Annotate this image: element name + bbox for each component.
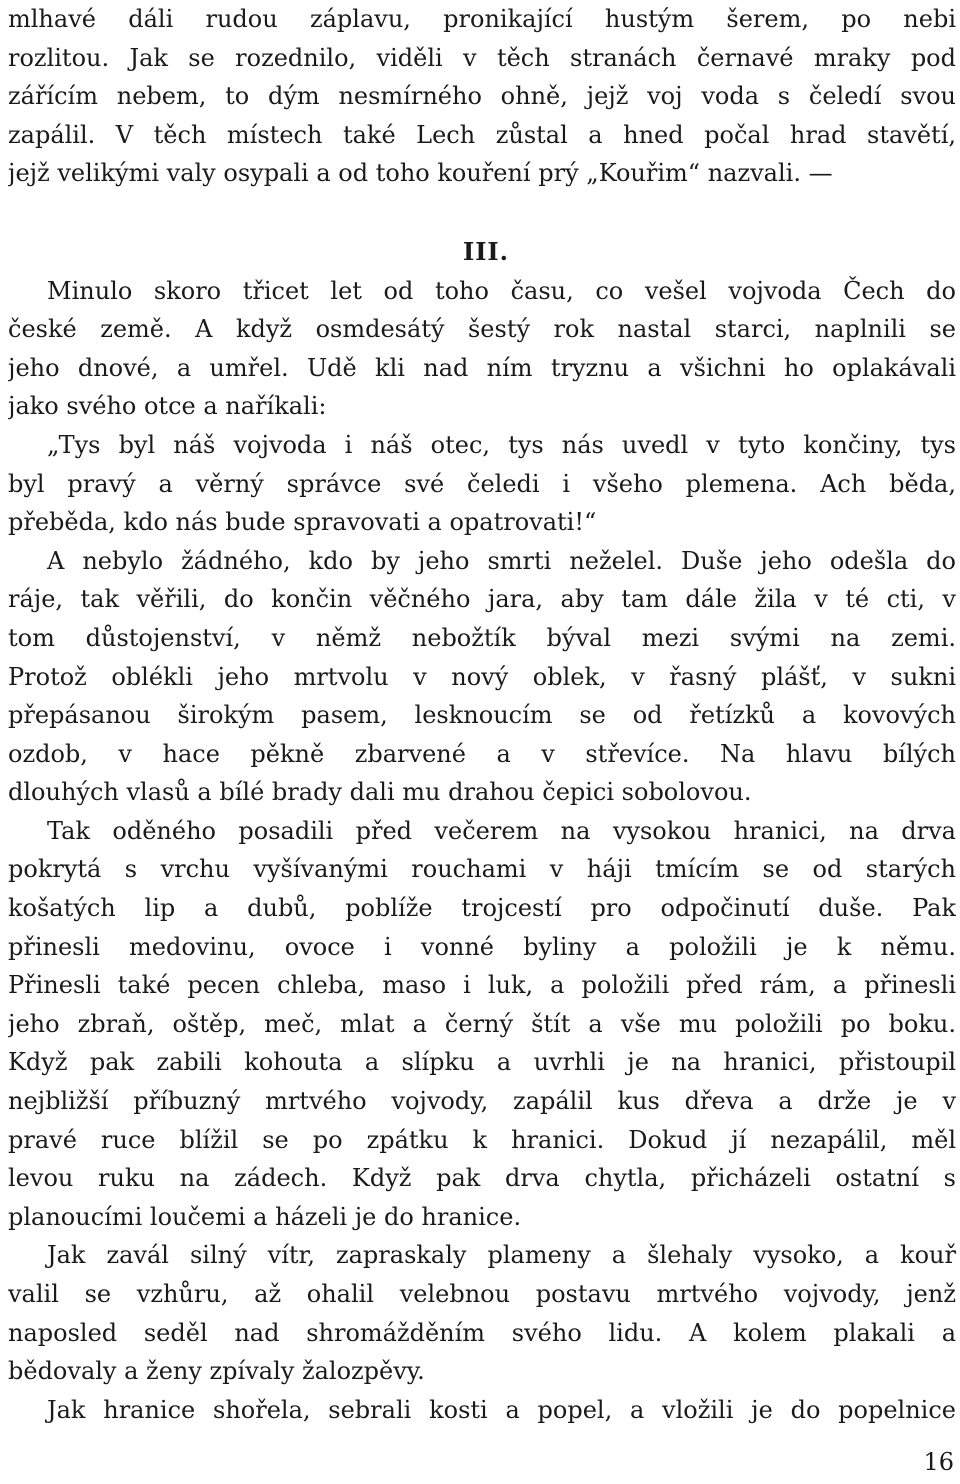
text-line: byl pravý a věrný správce své čeledi i všeho plemena. Ach běda, <box>8 469 956 498</box>
text-line: planoucími loučemi a házeli je do hranice. <box>8 1202 522 1231</box>
page-text <box>8 0 956 1429</box>
text-line: „Tys byl náš vojvoda i náš otec, tys nás uvedl v tyto končiny, tys <box>47 430 956 459</box>
text-line: přinesli medovinu, ovoce i vonné byliny a položili je k němu. <box>8 932 956 961</box>
text-line: naposled seděl nad shromážděním svého lidu. A kolem plakali a <box>8 1318 956 1347</box>
text-line: jejž velikými valy osypali a od toho kouření prý „Kouřim“ nazvali. — <box>8 159 833 188</box>
text-line: pravé ruce blížil se po zpátku k hranici. Dokud jí nezapálil, měl <box>8 1125 956 1154</box>
page-number: 16 <box>923 1448 954 1476</box>
text-line: levou ruku na zádech. Když pak drva chytla, přicházeli ostatní s <box>8 1164 956 1193</box>
text-line: Přinesli také pecen chleba, maso i luk, a položili před rám, a přinesli <box>8 971 956 1000</box>
text-line: přepásanou širokým pasem, lesknoucím se od řetízků a kovových <box>8 701 956 730</box>
text-line: Minulo skoro třicet let od toho času, co vešel vojvoda Čech do <box>47 276 956 305</box>
text-line: jako svého otce a naříkali: <box>8 392 327 421</box>
text-line: rozlitou. Jak se rozednilo, viděli v těch stranách černavé mraky pod <box>8 43 956 72</box>
text-line: bědovaly a ženy zpívaly žalozpěvy. <box>8 1357 425 1386</box>
text-line: A nebylo žádného, kdo by jeho smrti neželel. Duše jeho odešla do <box>47 546 956 575</box>
text-line: valil se vzhůru, až ohalil velebnou postavu mrtvého vojvody, jenž <box>8 1280 956 1308</box>
text-line: české země. A když osmdesátý šestý rok nastal starci, naplnili se <box>8 315 956 344</box>
text-line: přeběda, kdo nás bude spravovati a opatrovati!“ <box>8 508 597 537</box>
intro-paragraph <box>8 0 956 193</box>
text-line: jeho zbraň, oštěp, meč, mlat a černý štít a vše mu položili po boku. <box>8 1009 956 1038</box>
text-line: dlouhých vlasů a bílé brady dali mu drahou čepici sobolovou. <box>8 778 752 807</box>
text-line: košatých lip a dubů, poblíže trojcestí pro odpočinutí duše. Pak <box>8 894 956 923</box>
chapter-heading: III. <box>462 236 510 266</box>
text-line: Tak oděného posadili před večerem na vysokou hranici, na drva <box>47 816 956 845</box>
text-line: Jak hranice shořela, sebrali kosti a popel, a vložili je do popelnice <box>47 1395 956 1424</box>
paragraph <box>8 542 956 812</box>
text-line: tom důstojenství, v němž nebožtík býval mezi svými na zemi. <box>8 623 956 652</box>
paragraph <box>8 272 956 426</box>
text-line: jeho dnové, a umřel. Udě kli nad ním tryznu a všichni ho oplakávali <box>8 353 956 382</box>
text-line: mlhavé dáli rudou záplavu, pronikající hustým šerem, po nebi <box>8 5 956 33</box>
text-line: ozdob, v hace pěkně zbarvené a v střevíce. Na hlavu bílých <box>8 739 956 768</box>
text-line: Když pak zabili kohouta a slípku a uvrhli je na hranici, přistoupil <box>8 1048 956 1077</box>
text-line: nejbližší příbuzný mrtvého vojvody, zapálil kus dřeva a drže je v <box>8 1087 956 1116</box>
text-line: zářícím nebem, to dým nesmírného ohně, jejž voj voda s čeledí svou <box>8 82 956 111</box>
paragraph <box>8 812 956 1237</box>
text-line: Jak zavál silný vítr, zapraskaly plameny a šlehaly vysoko, a kouř <box>47 1241 956 1270</box>
paragraph <box>8 1391 956 1430</box>
text-line: pokrytá s vrchu vyšívanými rouchami v háji tmícím se od starých <box>8 855 956 884</box>
text-line: zapálil. V těch místech také Lech zůstal a hned počal hrad stavětí, <box>8 120 956 149</box>
text-line: Protož oblékli jeho mrtvolu v nový oblek, v řasný plášť, v sukni <box>8 662 956 691</box>
text-line: ráje, tak věřili, do končin věčného jara, aby tam dále žila v té cti, v <box>8 585 956 614</box>
paragraph <box>8 426 956 542</box>
paragraph <box>8 1236 956 1390</box>
